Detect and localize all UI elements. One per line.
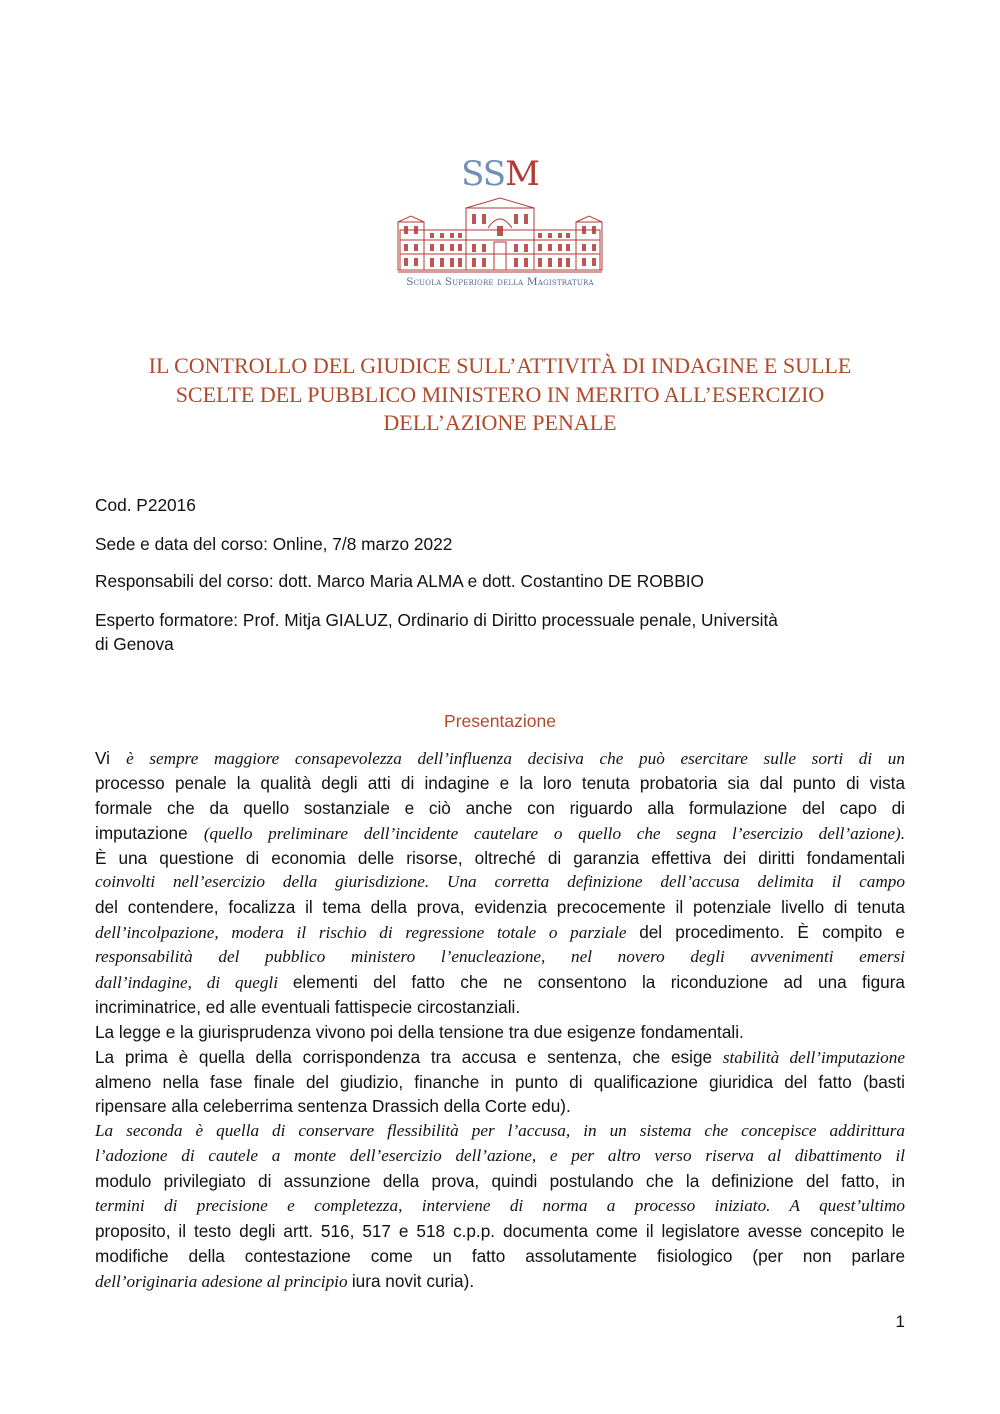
page-number: 1	[895, 1312, 905, 1331]
italic-text-segment: dell’incolpazione, modera il rischio di regressione totale o parziale	[95, 923, 640, 943]
text-segment: iura novit curia).	[351, 1270, 475, 1291]
body-line	[95, 746, 905, 771]
italic-text-segment: La seconda è quella di conservare flessibilità per l’accusa, in un sistema che concepisce addirittura	[95, 1121, 905, 1141]
italic-text-segment: (quello preliminare dell’incidente cautelare o quello che segna l’esercizio dell’azione).	[203, 823, 906, 843]
body-line	[95, 846, 905, 871]
text-segment: imputazione	[95, 822, 204, 843]
section-title-presentazione: Presentazione	[444, 711, 556, 731]
text-segment: processo penale la qualità degli atti di indagine e la loro tenuta probatoria sia dal punto di vista	[95, 772, 905, 793]
body-line	[95, 1094, 905, 1119]
logo-acronym	[392, 154, 608, 194]
logo-caption: Scuola Superiore della Magistratura	[406, 276, 594, 288]
body-line	[95, 1045, 905, 1070]
text-segment: proposito, il testo degli artt. 516, 517 e 518 c.p.p. documenta come il legislatore avesse concepito le	[95, 1220, 905, 1241]
body-line	[95, 821, 905, 846]
body-line	[95, 796, 905, 821]
text-segment: del procedimento. È compito e	[639, 922, 905, 943]
course-code: Cod. P22016	[95, 495, 196, 515]
text-segment: incriminatrice, ed alle eventuali fattispecie circostanziali.	[95, 996, 521, 1017]
text-segment: Vi	[95, 748, 127, 768]
course-expert-line: di Genova	[95, 634, 174, 654]
text-segment: ripensare alla celeberrima sentenza Drassich della Corte edu).	[95, 1096, 571, 1117]
italic-text-segment: termini di precisione e completezza, interviene di norma a processo iniziato. A quest’ultimo	[95, 1196, 905, 1216]
body-line	[95, 1269, 905, 1294]
body-line	[95, 1020, 905, 1045]
body-line	[95, 945, 905, 970]
body-line	[95, 895, 905, 920]
logo-acronym-ss: SS	[461, 154, 506, 194]
title-line: SCELTE DEL PUBBLICO MINISTERO IN MERITO ALL’ESERCIZIO	[175, 381, 825, 407]
title-line: IL CONTROLLO DEL GIUDICE SULL’ATTIVITÀ DI INDAGINE E SULLE	[148, 353, 852, 378]
body-line	[95, 1244, 905, 1269]
body-line	[95, 1169, 905, 1194]
text-segment: È una questione di economia delle risorse, oltreché di garanzia effettiva dei diritti fondamentali	[95, 847, 905, 868]
text-segment: modulo privilegiato di assunzione della prova, quindi postulando che la definizione del fatto, in	[95, 1171, 905, 1192]
presentation-body	[95, 746, 905, 1294]
text-segment: La legge e la giurisprudenza vivono poi della tensione tra due esigenze fondamentali.	[95, 1021, 744, 1042]
body-line	[95, 1194, 905, 1219]
course-expert-line: Esperto formatore: Prof. Mitja GIALUZ, Ordinario di Diritto processuale penale, Università	[95, 610, 778, 630]
body-line	[95, 920, 905, 945]
italic-text-segment: l’adozione di cautele a monte dell’esercizio dell’azione, e per altro verso riserva al dibattimento il	[95, 1146, 905, 1166]
italic-text-segment: dell’originaria adesione al principio	[95, 1271, 352, 1291]
title-line: DELL’AZIONE PENALE	[383, 410, 617, 435]
course-venue-date: Sede e data del corso: Online, 7/8 marzo 2022	[95, 534, 453, 554]
body-line	[95, 1119, 905, 1144]
body-line	[95, 1219, 905, 1244]
logo-acronym-m: M	[505, 154, 539, 194]
text-segment: elementi del fatto che ne consentono la riconduzione ad una figura	[292, 972, 905, 993]
text-segment: formale che da quello sostanziale e ciò anche con riguardo alla formulazione del capo di	[95, 797, 905, 818]
body-line	[95, 970, 905, 995]
text-segment: del contendere, focalizza il tema della prova, evidenzia precocemente il potenziale livello di tenuta	[95, 897, 905, 918]
text-segment: modifiche della contestazione come un fatto assolutamente fisiologico (per non parlare	[95, 1245, 905, 1266]
course-expert	[95, 608, 910, 656]
italic-text-segment: dall’indagine, di quegli	[95, 973, 293, 993]
document-title	[95, 352, 905, 438]
italic-text-segment: stabilità dell’imputazione	[722, 1047, 905, 1067]
body-line	[95, 995, 905, 1020]
body-line	[95, 1144, 905, 1169]
course-managers: Responsabili del corso: dott. Marco Maria ALMA e dott. Costantino DE ROBBIO	[95, 571, 704, 591]
italic-text-segment: coinvolti nell’esercizio della giurisdizione. Una corretta definizione dell’accusa delimita il campo	[95, 872, 905, 892]
italic-text-segment: responsabilità del pubblico ministero l’enucleazione, nel novero degli avvenimenti emersi	[95, 947, 905, 967]
body-line	[95, 870, 905, 895]
ssm-logo	[392, 154, 608, 296]
text-segment: La prima è quella della corrispondenza tra accusa e sentenza, che esige	[95, 1046, 723, 1067]
italic-text-segment: è sempre maggiore consapevolezza dell’influenza decisiva che può esercitare sulle sorti di un	[126, 749, 905, 768]
text-segment: almeno nella fase finale del giudizio, finanche in punto di qualificazione giuridica del fatto (basti	[95, 1071, 905, 1092]
body-line	[95, 771, 905, 796]
palace-building-icon	[396, 196, 604, 274]
body-line	[95, 1070, 905, 1095]
